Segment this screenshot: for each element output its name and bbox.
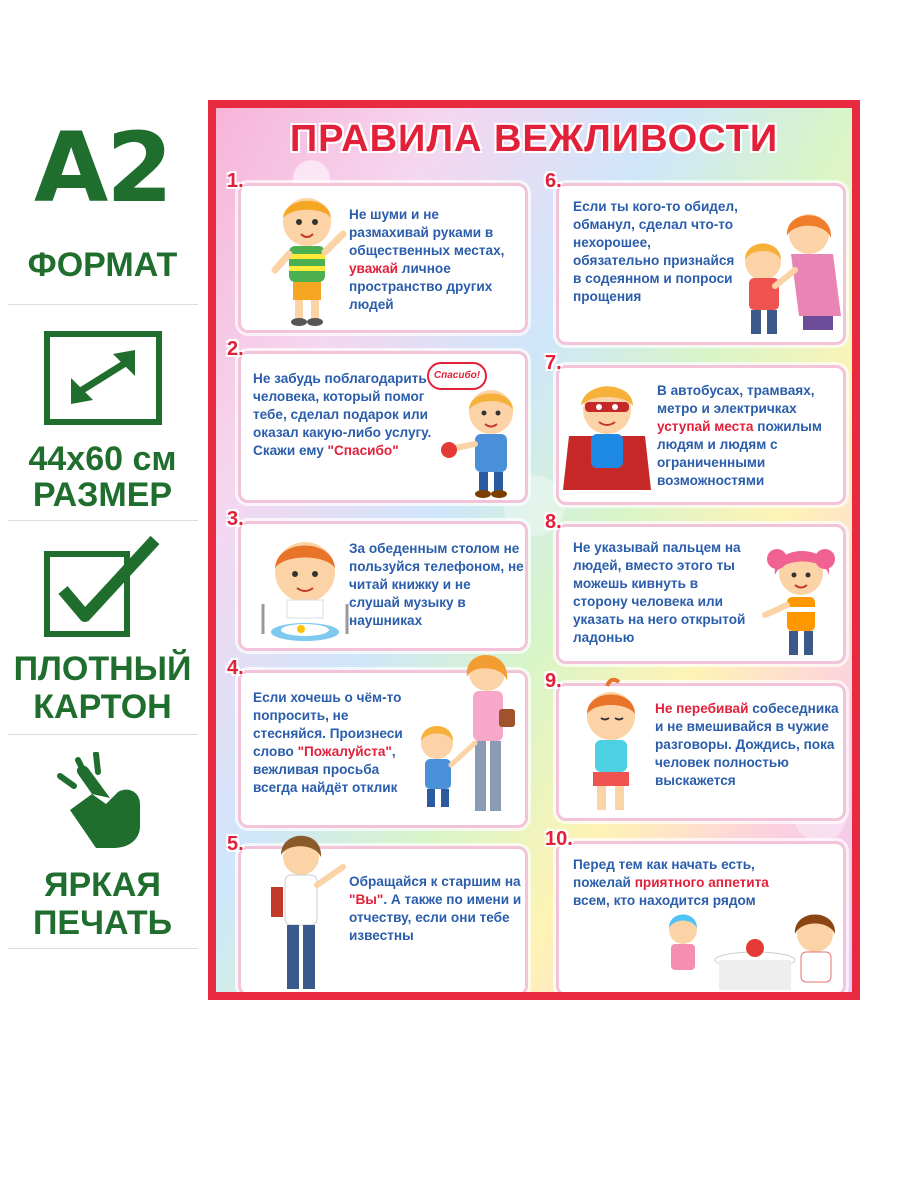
- rule-text-highlight: уважай: [349, 261, 399, 276]
- rule-text-highlight: Не перебивай: [655, 701, 749, 716]
- rule-card-1: [227, 170, 528, 333]
- rule-text-part: Не указывай пальцем на людей, вместо этого ты можешь кивнуть в сторону человека или указать на него открытой ладонью: [573, 540, 746, 645]
- sidebar: [0, 0, 205, 1200]
- rule-number: 1.: [227, 170, 244, 192]
- rule-card-8: [545, 511, 846, 664]
- rule-text-part: Если хочешь о чём-то попросить, не стесняйся. Произнеси слово: [253, 690, 403, 759]
- rule-text-part: , вежливая просьба всегда найдёт отклик: [253, 744, 398, 795]
- poster-background: [216, 108, 852, 992]
- format-label: ФОРМАТ: [27, 246, 178, 284]
- poster-title: ПРАВИЛА ВЕЖЛИВОСТИ: [289, 118, 779, 160]
- rule-text-part: Не забудь поблагодарить человека, который помог тебе, сделал подарок или оказал какую-либо услугу. Скажи ему: [253, 371, 432, 458]
- rule-text-highlight: "Вы": [349, 892, 384, 907]
- finger-tap-icon: [0, 752, 205, 852]
- rule-card-9: [545, 670, 846, 821]
- rule-number: 2.: [227, 338, 244, 360]
- rule-text: [573, 198, 739, 306]
- rule-card-6: [545, 170, 846, 345]
- rule-text: [349, 540, 525, 630]
- rule-text: [349, 873, 525, 945]
- divider: [8, 734, 198, 735]
- rule-text: [349, 206, 521, 314]
- speech-bubble: Спасибо!: [427, 362, 487, 390]
- resize-arrows-icon: [0, 330, 205, 426]
- rule-number: 5.: [227, 833, 244, 855]
- rule-number: 3.: [227, 508, 244, 530]
- rule-text-part: Перед тем как начать есть, пожелай: [573, 857, 755, 890]
- rule-text-part: личное пространство других людей: [349, 261, 493, 312]
- mother-and-child-illustration: [401, 647, 531, 827]
- rule-text-part: Не шуми и не размахивай руками в общественных местах,: [349, 207, 505, 258]
- rule-text: [657, 382, 841, 490]
- rule-text-highlight: приятного аппетита: [634, 875, 769, 890]
- rule-number: 4.: [227, 657, 244, 679]
- material-line1: ПЛОТНЫЙ: [13, 650, 192, 688]
- rule-number: 7.: [545, 352, 562, 374]
- checkmark-icon: [0, 534, 205, 640]
- calm-child-illustration: [567, 676, 653, 820]
- tea-party-illustration: [659, 904, 845, 992]
- rule-text: [253, 370, 433, 460]
- rule-text: [573, 539, 755, 647]
- boy-pointing-illustration: [263, 190, 353, 330]
- rule-text-highlight: "Пожалуйста": [297, 744, 392, 759]
- rule-card-10: [545, 828, 846, 992]
- rule-text-part: За обеденным столом не пользуйся телефоном, не читай книжку и не слушай музыку в наушниках: [349, 541, 524, 628]
- rule-card-5: [227, 833, 528, 992]
- girl-giving-apple-illustration: [435, 384, 525, 500]
- rule-number: 9.: [545, 670, 562, 692]
- divider: [8, 520, 198, 521]
- rule-text-highlight: уступай места: [657, 419, 754, 434]
- rule-text-part: В автобусах, трамваях, метро и электричках: [657, 383, 815, 416]
- poster: [208, 100, 860, 1000]
- size-value: 44x60 см: [28, 440, 177, 478]
- girl-pink-hair-illustration: [751, 539, 843, 665]
- rule-number: 6.: [545, 170, 562, 192]
- rule-number: 8.: [545, 511, 562, 533]
- superhero-child-illustration: [555, 376, 655, 498]
- rule-card-7: [545, 352, 846, 505]
- boy-eating-illustration: [255, 534, 355, 646]
- rule-text: [573, 856, 783, 910]
- divider: [8, 948, 198, 949]
- rule-text-part: Обращайся к старшим на: [349, 874, 521, 889]
- rule-card-3: [227, 508, 528, 651]
- rule-text: [253, 689, 421, 797]
- rule-card-4: [227, 657, 528, 828]
- print-line2: ПЕЧАТЬ: [32, 904, 173, 942]
- rule-number: 10.: [545, 828, 573, 850]
- format-title: A2: [33, 112, 172, 224]
- rule-text-part: Если ты кого-то обидел, обманул, сделал что-то нехорошее, обязательно признайся в содеянном и попроси прощения: [573, 199, 738, 304]
- material-line2: КАРТОН: [33, 688, 172, 726]
- divider: [8, 304, 198, 305]
- rule-text-part: . А также по имени и отчеству, если они тебе известны: [349, 892, 522, 943]
- print-line1: ЯРКАЯ: [44, 866, 161, 904]
- rule-text: [655, 700, 841, 790]
- rule-text-part: собеседника и не вмешивайся в чужие разговоры. Дождись, пока человек полностью выскажется: [655, 701, 839, 788]
- size-label: РАЗМЕР: [32, 476, 173, 514]
- rule-text-highlight: "Спасибо": [327, 443, 399, 458]
- mother-hugging-child-illustration: [729, 206, 845, 346]
- rule-text-part: всем, кто находится рядом: [573, 893, 756, 908]
- rule-card-2: [227, 338, 528, 503]
- rule-text-part: пожилым людям и людям с ограниченными возможностями: [657, 419, 822, 488]
- teacher-illustration: [257, 827, 347, 992]
